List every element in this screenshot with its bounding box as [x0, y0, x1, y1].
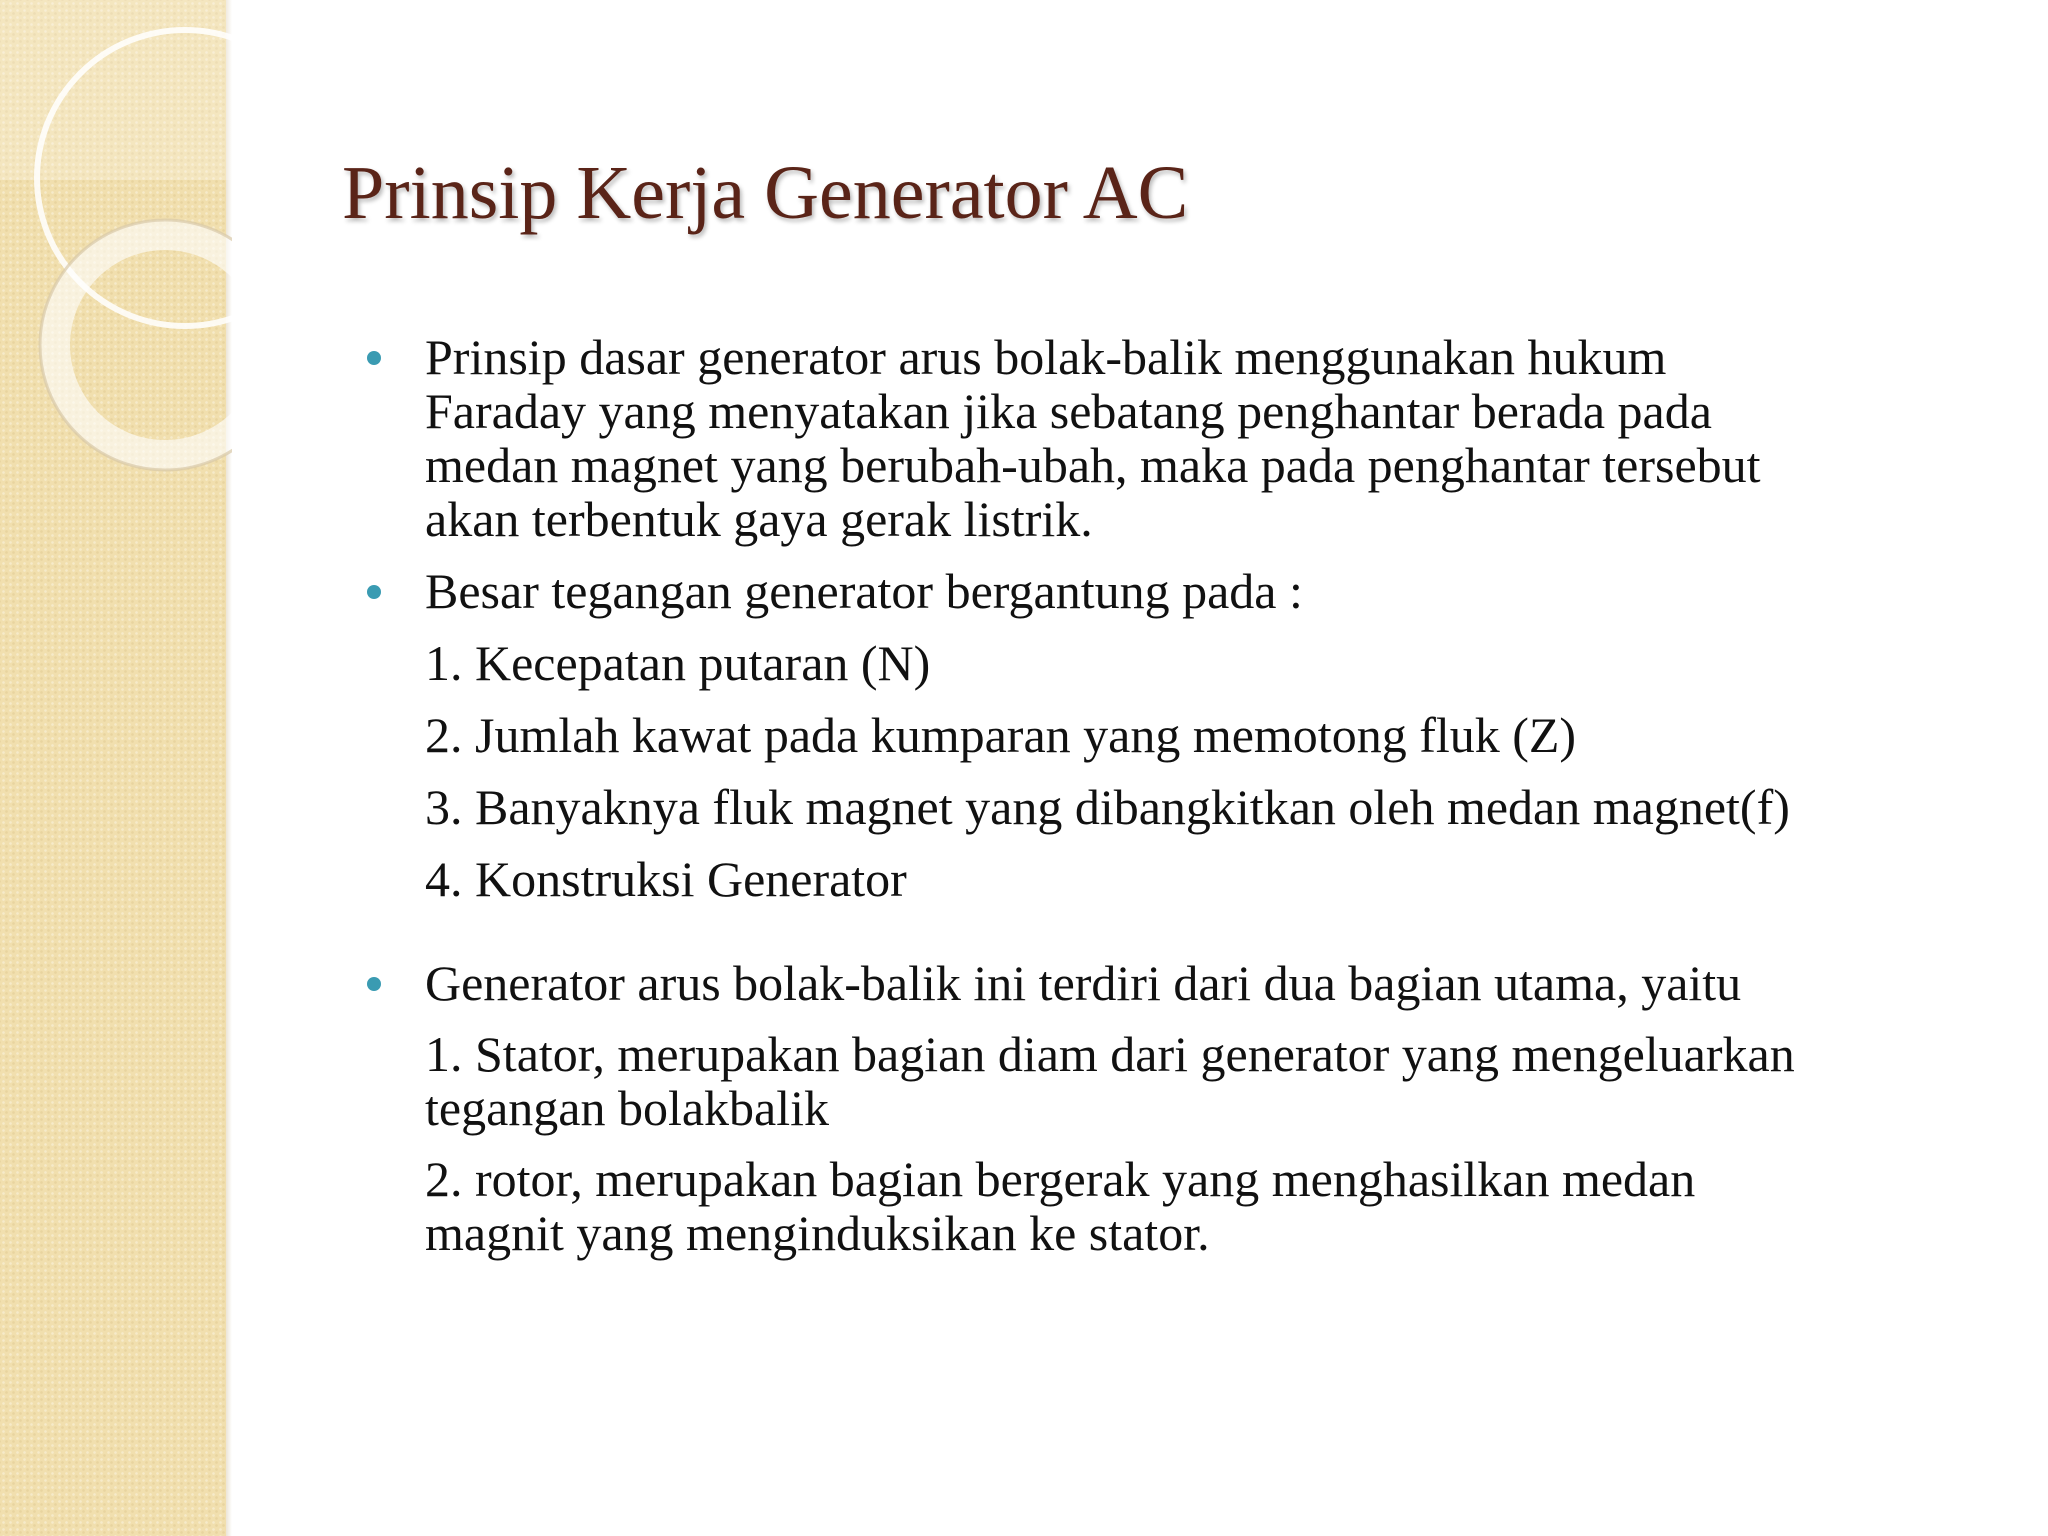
sub-item-line: 2. rotor, merupakan bagian bergerak yang menghasilkan medan [425, 1151, 1696, 1207]
bullet-text: Generator arus bolak-balik ini terdiri dari dua bagian utama, yaitu [425, 955, 1742, 1011]
bullet-text-line: Faraday yang menyatakan jika sebatang penghantar berada pada [425, 383, 1712, 439]
decorative-rings [0, 0, 232, 520]
bullet-dot-icon [367, 585, 381, 599]
bullet-text-line: akan terbentuk gaya gerak listrik. [425, 491, 1093, 547]
sub-item: 1. Kecepatan putaran (N) [425, 635, 931, 691]
thick-ring [55, 235, 232, 455]
slide-content [360, 330, 2020, 1260]
sub-item: 2. Jumlah kawat pada kumparan yang memotong fluk (Z) [425, 707, 1577, 763]
sub-item [360, 1152, 2020, 1260]
top-light-panel [0, 0, 232, 180]
bullet-text-line: medan magnet yang berubah-ubah, maka pada penghantar tersebut [425, 437, 1761, 493]
bullet-dot-icon [367, 977, 381, 991]
bullet-item [360, 564, 2020, 618]
sub-item [360, 1027, 2020, 1135]
bullet-item [360, 956, 2020, 1010]
sub-item: 4. Konstruksi Generator [425, 851, 907, 907]
slide-title: Prinsip Kerja Generator AC [342, 151, 1189, 235]
bullet-dot-icon [367, 351, 381, 365]
sub-item-line: tegangan bolakbalik [425, 1080, 830, 1136]
sub-item: 3. Banyaknya fluk magnet yang dibangkitkan oleh medan magnet(f) [425, 779, 1790, 835]
bullet-text: Besar tegangan generator bergantung pada : [425, 563, 1303, 619]
bullet-text-line: Prinsip dasar generator arus bolak-balik menggunakan hukum [425, 329, 1667, 385]
sub-item-line: 1. Stator, merupakan bagian diam dari generator yang mengeluarkan [425, 1026, 1795, 1082]
sub-item-line: magnit yang menginduksikan ke stator. [425, 1205, 1210, 1261]
bullet-item [360, 330, 2020, 546]
